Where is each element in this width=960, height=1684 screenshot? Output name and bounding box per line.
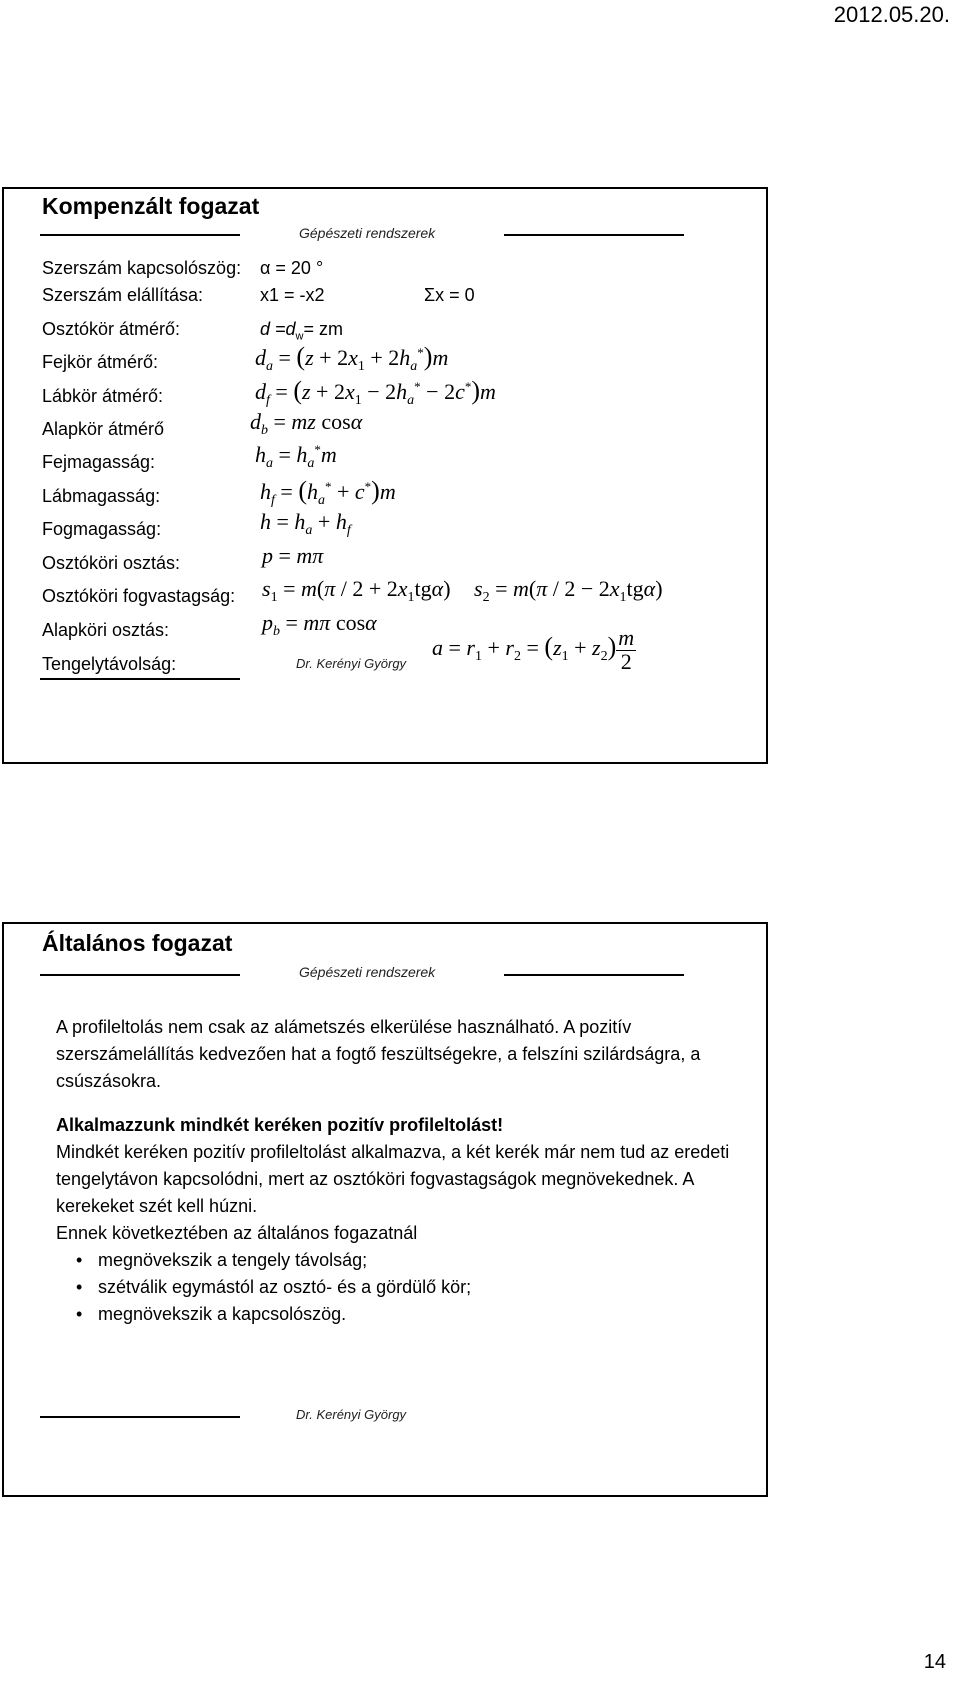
formula-tip-diameter: $d_a = (z + 2x_1 + 2h_a^*)m$: [255, 342, 449, 374]
label-tooth-height: Fogmagasság:: [42, 519, 162, 539]
sum-x-value: Σx = 0: [424, 285, 475, 305]
label-root-diameter: Lábkör átmérő:: [42, 386, 164, 406]
formula-dedendum: $h_f = (h_a^* + c^*)m$: [260, 476, 396, 508]
slide-footer: Dr. Kerényi György: [296, 656, 407, 671]
formula-center-distance: $a = r_1 + r_2 = (z_1 + z_2)$ $\frac{m}{2}$: [432, 625, 635, 674]
slide-subtitle: Gépészeti rendszerek: [299, 964, 436, 980]
label-center-distance: Tengelytávolság:: [42, 654, 177, 674]
tool-setting-value: x1 = -x2: [260, 285, 325, 305]
bottom-rule-left: [40, 678, 240, 680]
formula-tooth-thickness-1: $s_1 = m(\pi / 2 + 2x_1tg\alpha)$: [262, 576, 451, 605]
title-rule-left: [40, 974, 240, 976]
title-rule-right: [504, 234, 684, 236]
label-tooth-thickness: Osztóköri fogvastagság:: [42, 586, 236, 606]
slide-kompenzalt-fogazat: [2, 187, 768, 764]
slide-subtitle: Gépészeti rendszerek: [299, 225, 436, 241]
label-base-pitch: Alapköri osztás:: [42, 620, 170, 640]
alpha-value: α = 20 °: [260, 258, 324, 278]
formula-addendum: $h_a = h_a^*m$: [255, 442, 337, 471]
date-header: 2012.05.20.: [833, 2, 950, 27]
formula-tooth-height: $h = h_a + h_f$: [260, 509, 351, 538]
label-tip-diameter: Fejkör átmérő:: [42, 352, 159, 372]
paragraph-1: A profileltolás nem csak az alámetszés elkerülése használható. A pozitív szerszámelállítás kedvezően hat a fogtő feszültségekre, a felszíni szilárdságra, a csúszásokra.: [56, 1017, 701, 1091]
bold-statement: Alkalmazzunk mindkét keréken pozitív profileltolást!: [56, 1115, 504, 1135]
slide-altalanos-fogazat: [2, 922, 768, 1497]
d-eq-sub: w: [295, 330, 304, 343]
label-dedendum: Lábmagasság:: [42, 486, 161, 506]
formula-base-pitch: $p_b = m\pi$ cosα: [262, 610, 377, 639]
title-rule-right: [504, 974, 684, 976]
bullet-item: • szétválik egymástól az osztó- és a gördülő kör;: [56, 1274, 746, 1301]
label-pitch-diameter: Osztókör átmérő:: [42, 319, 181, 339]
page-number: 14: [923, 1651, 946, 1673]
formula-pitch: p = mπ: [262, 543, 324, 568]
slide-title: Kompenzált fogazat: [42, 193, 260, 219]
label-pitch: Osztóköri osztás:: [42, 553, 181, 573]
formula-root-diameter: $d_f = (z + 2x_1 - 2h_a^* - 2c^*)m$: [255, 376, 496, 408]
pitch-diameter-formula: [260, 319, 343, 343]
d-eq-right: = zm: [303, 319, 344, 339]
label-addendum: Fejmagasság:: [42, 452, 156, 472]
label-pressure-angle: Szerszám kapcsolószög:: [42, 258, 242, 278]
formula-tooth-thickness-2: $s_2 = m(\pi / 2 - 2x_1tg\alpha)$: [474, 576, 663, 605]
label-tool-setting: Szerszám elállítása:: [42, 285, 204, 305]
bullet-item: • megnövekszik a kapcsolószög.: [56, 1301, 746, 1328]
title-rule-left: [40, 234, 240, 236]
slide-title: Általános fogazat: [42, 930, 233, 956]
paragraph-3: Ennek következtében az általános fogazatnál: [56, 1223, 418, 1243]
slide-footer: Dr. Kerényi György: [296, 1407, 407, 1422]
formula-base-diameter: $d_b$ = mz cosα: [250, 409, 363, 438]
bottom-rule-left: [40, 1416, 240, 1418]
bullet-item: • megnövekszik a tengely távolság;: [56, 1247, 746, 1274]
slide-body: [56, 1014, 746, 1328]
paragraph-2: Mindkét keréken pozitív profileltolást alkalmazva, a két kerék már nem tud az eredeti tengelytávon kapcsolódni, mert az osztóköri fogvastagságok megnövekednek. A kerekeket szét kell húzni.: [56, 1142, 730, 1216]
label-base-diameter: Alapkör átmérő: [42, 419, 165, 439]
d-eq-left: d =d: [260, 319, 296, 339]
